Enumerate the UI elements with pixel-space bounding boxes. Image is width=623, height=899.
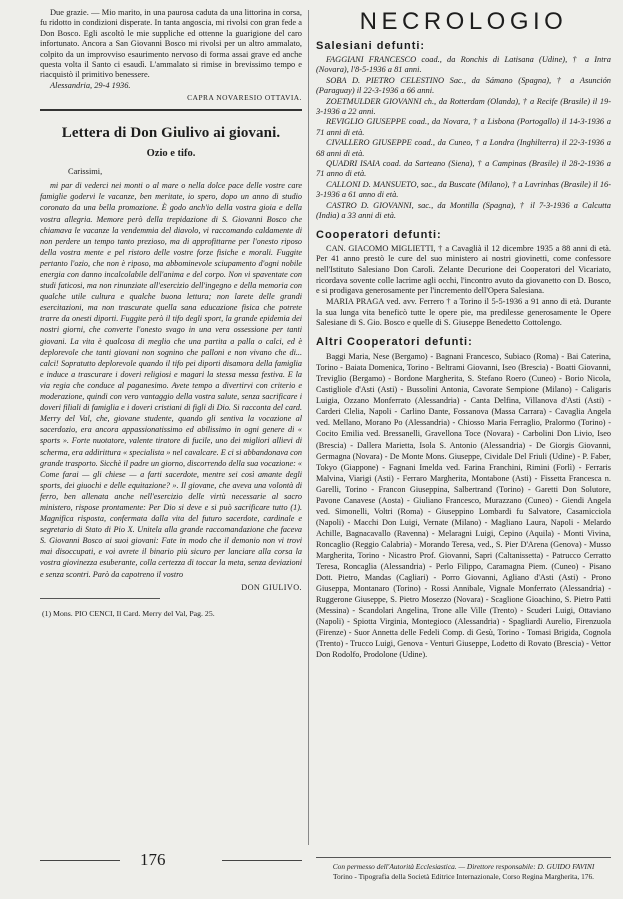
imprint-divider: [316, 857, 611, 858]
letter-signature: DON GIULIVO.: [241, 582, 302, 592]
page-number: 176: [140, 850, 166, 869]
obituary-entry: CALLONI D. MANSUETO, sac., da Buscate (Milano), † a Lavrinhas (Brasile) il 16-3-1936 a 61 anno di età.: [316, 179, 611, 200]
obituary-entry: CASTRO D. GIOVANNI, sac., da Montilla (Spagna), † il 7-3-1936 a Calcutta (India) a 33 anni di età.: [316, 200, 611, 221]
thanks-paragraph: Due grazie. — Mio marito, in una paurosa caduta da una littorina in corsa, fu ridotto in condizioni disperate. In tanta angoscia, mi rivolsi con gran fede a Don Bosco. Egli ascoltò le mie suppliche ed ottenne la guarigione del caro infortunato. Ancora a San Giovanni Bosco mi rivolsi per un altro ammalato, colpito da un improvviso esaurimento nervoso di forma assai grave ed anche questa volta il Santo ci esaudì. L'ammalato si rimise in brevissimo tempo e riacquistò il primitivo benessere.: [40, 8, 302, 80]
cooperatori-heading: Cooperatori defunti:: [316, 228, 442, 241]
salesiani-heading: Salesiani defunti:: [316, 40, 426, 52]
obituary-entry: CIVALLERO GIUSEPPE coad., da Cuneo, † a Londra (Inghilterra) il 22-3-1936 a 68 anni di età.: [316, 138, 611, 158]
imprint-line-1: Con permesso dell'Autorità Ecclesiastica. — Direttore responsabile: D. GUIDO FAVINI: [332, 862, 595, 871]
thanks-place-date: Alessandria, 29-4 1936.: [50, 80, 131, 90]
thanks-signature: CAPRA NOVARESIO OTTAVIA.: [187, 93, 302, 103]
obituary-entry: QUADRI ISAIA coad. da Sarteano (Siena), † a Campinas (Brasile) il 28-2-1936 a 71 anno di età.: [316, 159, 611, 179]
right-column: [316, 8, 611, 660]
letter-title: Lettera di Don Giulivo ai giovani.: [61, 125, 281, 142]
left-column: [40, 8, 302, 618]
necrology-title: NECROLOGIO: [359, 8, 568, 35]
letter-body: mi par di vederci nei monti o al mare o nella dolce pace delle vostre care famiglie godervi le vacanze, ben meritate, io spero, dopo un anno di studio coronato da una bella promozione. È godo anch'io della vostra gioia e della vostra allegria. Memore però della trepidazione di S. Giovanni Bosco che chiamava le vacanze la vendemmia del diavolo, vi raccomando caldamente di non perdere un tempo tanto prezioso, ma di approfittarne per l'onesto riposo della vostra mente e pel ristoro delle vostre forze fisiche e morali. Fuggite pertanto l'ozio, che non è riposo, ma abbominevole sciupamento d'ogni nobile energia con danno incalcolabile dell'anima e del corpo. Non vi spaventate con studi faticosi, ma non rinunziate all'esercizio dell'ingegno e della memoria con qualche utile cultura e qualche buona lettura; non larete delle grandi esercitazioni, ma non trascurate quella sana educazione fisica che potrete trarre da onesti diporti. Fuggite però il tifo degli sport, la grande epidemia dei nostri giorni, che converte l'onesto svago in una vera ossessione per tanti giovani. La vita è qualcosa di meglio che una partita a palla o calci, ed è deplorevole che tanti giovani non sognino che palloni e non vivano che di... calci! Sopratutto deplorevole quando il tifo pei diporti disamora della famiglia e induce a trascurare i doveri religiosi e magari la stessa messa festiva. E la via regia che conduce al paganesimo. Avete tempo a divertirvi con criterio e moderazione, quindi con vero vantaggio della vostra salute, senza sacrificare i doveri filiali di famiglia e i doveri cristiani di figli di Dio. Si racconta del card. Merry del Val, che, giovane studente, quando gli sentiva la vocazione al sacerdozio, era ancora appassionatissimo ed abilissimo in ogni genere di « sports ». Forte nuotatore, valente tiratore di fucile, uno dei migliori allievi di scherma, era addirittura « specialista » nel cavalcare. E ci si abbandonava con grande trasporto. Sicchè il padre un giorno, discorrendo della sua vocazione: « Come farai — gli chiese — a farti sacerdote, mentre sei così amante degli sports, dei giuochi e delle equitazione? ». Il giovane, che aveva una volontà di ferro, ben allenata anche nell'esercizio delle virtù necessarie al sacro ministero, rispose prontamente: Per Dio si deve e si può sacrificare tutto (1). Magnifica risposta, confermata dalla vita del futuro sacerdote, cardinale e segretario di Stato di Pio X. Unitela alla grande raccomandazione che faceva S. Giovanni Bosco ai suoi giovani: Fate in modo che il demonio non vi trovi mai disoccupati, e voi avrete il binario più sicuro per lanciare alla corsa la vostra giovinezza esuberante, colla certezza di toccar la meta, senza deviazioni e senza scontri. Parò da capotreno il vostro: [40, 181, 302, 579]
letter-subtitle: Ozio e tifo.: [146, 148, 196, 160]
section-divider: [40, 109, 302, 111]
obituary-entry: REVIGLIO GIUSEPPE coad., da Novara, † a Lisbona (Portogallo) il 14-3-1936 a 71 anni di età.: [316, 117, 611, 137]
cooperatore-entry: MARIA PRAGA ved. avv. Ferrero † a Torino il 5-5-1936 a 91 anno di età. Durante la sua lunga vita beneficò tutte le opere pie, ma predilesse generosamente le Opere Salesiane di S. Gio. Bosco e quelle di S. Giuseppe Benedetto Cottolengo.: [316, 297, 611, 328]
altri-list: Baggi Maria, Nese (Bergamo) - Bagnani Francesco, Subiaco (Roma) - Bai Caterina, Torino - Baiata Domenica, Torino - Beltrami Giovanni, Iseo (Brescia) - Boatti Giovanni, Treviglio (Bergamo) - Bordone Margherita, S. Stefano Roero (Cuneo) - Borio Nicola, Castigliole d'Asti (Asti) - Bussolini Antonia, Cavorate Sempione (Milano) - Caligaris Luigia, Ozzano Monferrato (Alessandria) - Canta Delfina, Villanova d'Asti (Asti) - Carderi Clelia, Napoli - Carlino Dante, Fossanova (Massa Carrara) - Cavaglia Angela ved. Mellano, Morano Po (Alessandria) - Chiosso Maria Ferraglio, Pralormo (Torino) - Cocito Emilia ved. Bressanelli, Gravellona Toce (Novara) - Carbolini Don Livio, Iseo (Brescia) - Dallera Marietta, Isola S. Antonio (Alessandria) - De Giorgis Giovanni, Germagna (Novara) - De Monte Mons. Giuseppe, Cividale Del Friuli (Udine) - P. Faber, Tokyo (Giappone) - Fagnani Imelda ved. Farina Franchini, Rimini (Forlì) - Ferraris Malvina, Viarigi (Asti) - Ferraro Margherita, Montabone (Asti) - Fissetta Francesca n. Garelli, Torino - Francon Giuseppina, Salbertrand (Torino) - Garetti Don Solutore, Pavone Canavese (Aosta) - Giuliano Francesco, Murazzano (Cuneo) - Giendi Angela ved. Simonelli, Voltri (Roma) - Giuseppino Lombardi fu Salvatore, Casamicciola (Napoli) - Macchi Don Luigi, Vernate (Milano) - Magliano Laura, Napoli - Melardo Achille, Bagnacavallo (Ravenna) - Melaragni Luigi, Cepino (Aquila) - Monti Vivina, Roncaglio (Reggio Calabria) - Morando Teresa, ved., S. Pier D'Arena (Genova) - Musso Margherita, Torino - Nicastro Prof. Giovanni, Sapri (Caltanissetta) - Patrucco Cerratto Teresa, Roncaglia (Alessandria) - Perlo Filippo, Caramagna Piem. (Cuneo) - Pisano Dott. Pietro, Mandas (Cagliari) - Porro Giovanni, Agliano d'Asti (Asti) - Prono Giuseppa, Montanaro (Torino) - Rossi Annibale, Vignale Monferrato (Alessandria) - Ruggerone Giuseppe, S. Pietro Mosezzo (Novara) - Scaglione Gioachino, S. Pietro Patti (Messina) - Scandolari Angelina, Trone alle Ville (Trento) - Scuderi Luigi, Ottaviano (Napoli) - Spiotta Virginia, Montegioco (Alessandria) - Spagliardi Aurelio, Firenzuola (Firenze) - Suor Annetta delle Fedeli Comp. di Gesù, Torino - Tomasi Brigida, Cognola (Trento) - Trucco Luigi, Genova - Venturi Giuseppe, Lodetto di Rovato (Brescia) - Vettor Don Rodolfo, Prodolone (Udine).: [316, 352, 611, 660]
column-divider: [308, 10, 309, 845]
letter-salutation: Carissimi,: [68, 167, 103, 177]
footer-rule-left: [40, 860, 120, 861]
obituary-entry: ZOETMULDER GIOVANNI ch., da Rotterdam (Olanda), † a Recife (Brasile) il 19-3-1936 a 22 anni.: [316, 96, 611, 117]
footnote-divider: [40, 598, 160, 599]
obituary-entry: FAGGIANI FRANCESCO coad., da Ronchis di Latisana (Udine), † a Intra (Novara), l'8-5-1936 a 81 anni.: [316, 55, 611, 75]
footer-rule-right: [222, 860, 302, 861]
obituary-entry: SOBA D. PIETRO CELESTINO Sac., da Sámano (Spagna), † a Asunción (Paraguay) il 22-3-1936 a 66 anni.: [316, 75, 611, 96]
imprint-line-2: Torino - Tipografia della Società Editrice Internazionale, Corso Regina Margherita, 176.: [332, 871, 595, 881]
altri-heading: Altri Cooperatori defunti:: [316, 336, 473, 349]
cooperatore-entry: CAN. GIACOMO MIGLIETTI, † a Cavaglià il 12 dicembre 1935 a 88 anni di età. Per 41 anno prestò le cure del suo ministero ai nostri giovinetti, come confessore nell'Istituto Salesiano Don Carolì. Zelante Decurione dei Cooperatori del Vicariato, ricordava sovente colle lacrime agli occhi, l'incontro avuto da giovanetto con D. Bosco, e si prodigava generosamente per l'incremento dell'Opera Salesiana.: [316, 243, 611, 296]
imprint: [316, 862, 611, 881]
footnote: (1) Mons. PIO CENCI, Il Card. Merry del Val, Pag. 25.: [42, 608, 215, 618]
